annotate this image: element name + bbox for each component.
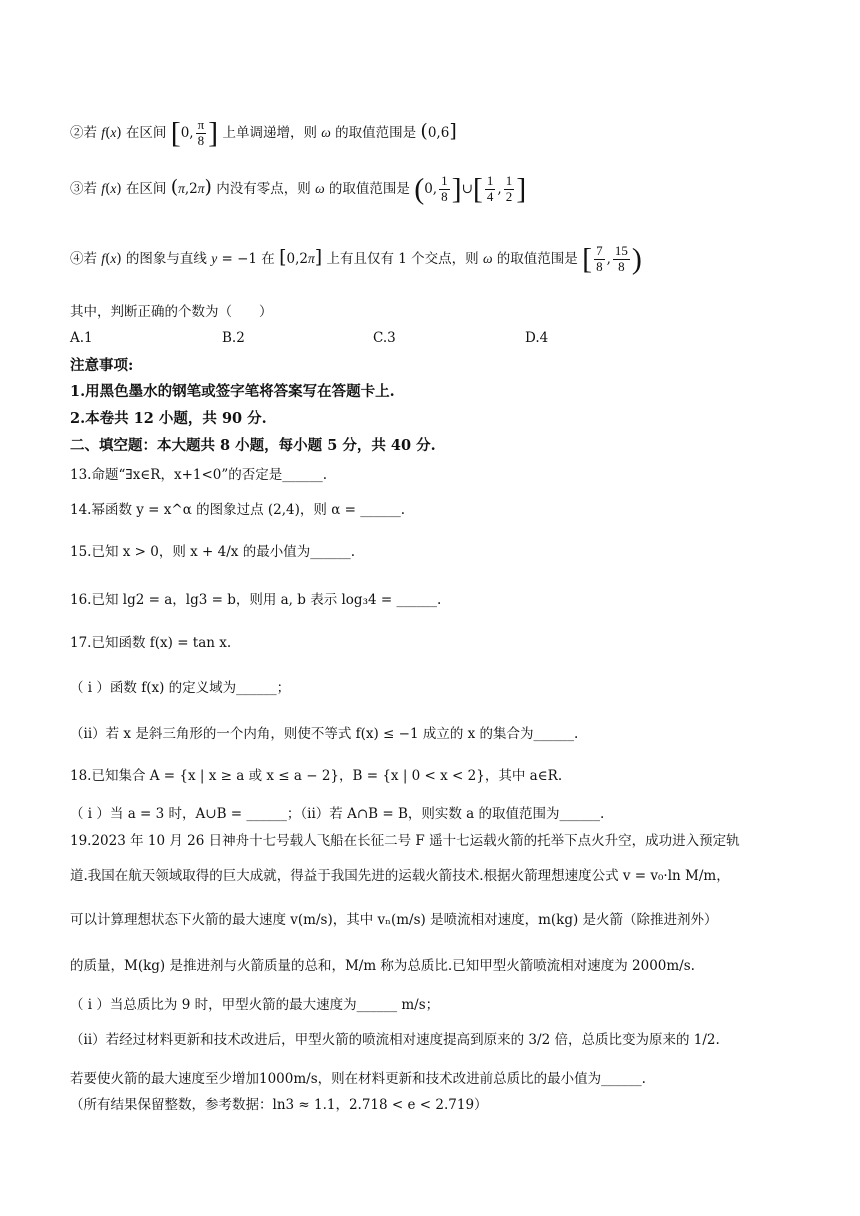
option-b: B.2	[222, 330, 245, 346]
q12-item-3	[70, 174, 526, 205]
question-19-note: （所有结果保留整数，参考数据：ln3 ≈ 1.1，2.718 < e < 2.719）	[70, 1097, 488, 1113]
question-17-part-ii: （ii）若 x 是斜三角形的一个内角，则使不等式 f(x) ≤ −1 成立的 x 的集合为______.	[70, 726, 579, 742]
question-17-stem: 17.已知函数 f(x) = tan x.	[70, 635, 232, 651]
q12-item-4	[70, 244, 642, 275]
q12-item-2-text: ②若 f(x) 在区间 [0, $\frac{\pi}{8}$ ] 上单调递增，则 ω 的取值范围是 (0,6]	[70, 116, 457, 150]
q12-item-3-text: ③若 f(x) 在区间 (π,2π) 内没有零点，则 ω 的取值范围是 (0, $\frac{1}{8}$ ]∪[ $\frac{1}{4}$ , $\frac{1}{2}$ ]	[70, 172, 527, 206]
question-13: 13.命题“∃x∈R，x+1<0”的否定是______.	[70, 467, 328, 483]
q12-item-4-text: ④若 f(x) 的图象与直线 y = −1 在 [0,2π] 上有且仅有 1 个交点，则 ω 的取值范围是 [ $\frac{7}{8}$ , $\frac{15}{8}$ )	[70, 242, 642, 276]
notice-item-1: 1.用黑色墨水的钢笔或签字笔将答案写在答题卡上.	[70, 383, 395, 400]
question-19-line-7: 若要使火箭的最大速度至少增加1000m/s，则在材料更新和技术改进前总质比的最小值为______.	[70, 1071, 646, 1087]
question-19-line-1: 19.2023 年 10 月 26 日神舟十七号载人飞船在长征二号 F 遥十七运载火箭的托举下点火升空，成功进入预定轨	[70, 833, 740, 849]
option-d: D.4	[525, 330, 549, 346]
option-a: A.1	[70, 330, 93, 346]
option-c: C.3	[373, 330, 396, 346]
question-18-parts: （ i ）当 a = 3 时，A∪B = ______；（ii）若 A∩B = B，则实数 a 的取值范围为______.	[70, 806, 605, 822]
question-19-line-3: 可以计算理想状态下火箭的最大速度 v(m/s)，其中 vₙ(m/s) 是喷流相对速度，m(kg) 是火箭（除推进剂外）	[70, 912, 718, 928]
q12-question: 其中，判断正确的个数为（ ）	[70, 304, 273, 320]
notice-title: 注意事项:	[70, 357, 134, 374]
question-19-part-ii: （ii）若经过材料更新和技术改进后，甲型火箭的喷流相对速度提高到原来的 3/2 倍，总质比变为原来的 1/2.	[70, 1032, 720, 1048]
question-19-part-i: （ i ）当总质比为 9 时，甲型火箭的最大速度为______ m/s；	[70, 997, 440, 1013]
question-19-line-4: 的质量，M(kg) 是推进剂与火箭质量的总和，M/m 称为总质比.已知甲型火箭喷流相对速度为 2000m/s.	[70, 958, 695, 974]
question-19-line-2: 道.我国在航天领域取得的巨大成就，得益于我国先进的运载火箭技术.根据火箭理想速度公式 v = v₀·ln M/m，	[70, 868, 730, 884]
question-15: 15.已知 x > 0，则 x + 4/x 的最小值为______.	[70, 544, 355, 560]
notice-item-2: 2.本卷共 12 小题，共 90 分.	[70, 410, 267, 427]
q12-item-2	[70, 118, 457, 149]
question-14: 14.幂函数 y = x^α 的图象过点 (2,4)，则 α = ______.	[70, 502, 406, 518]
question-18-stem: 18.已知集合 A = {x | x ≥ a 或 x ≤ a − 2}，B = {x | 0 < x < 2}，其中 a∈R.	[70, 768, 563, 784]
section-heading: 二、填空题：本大题共 8 小题，每小题 5 分，共 40 分.	[70, 437, 436, 454]
question-16: 16.已知 lg2 = a，lg3 = b，则用 a, b 表示 log₃4 = ______.	[70, 592, 442, 608]
question-17-part-i: （ i ）函数 f(x) 的定义域为______；	[70, 680, 291, 696]
